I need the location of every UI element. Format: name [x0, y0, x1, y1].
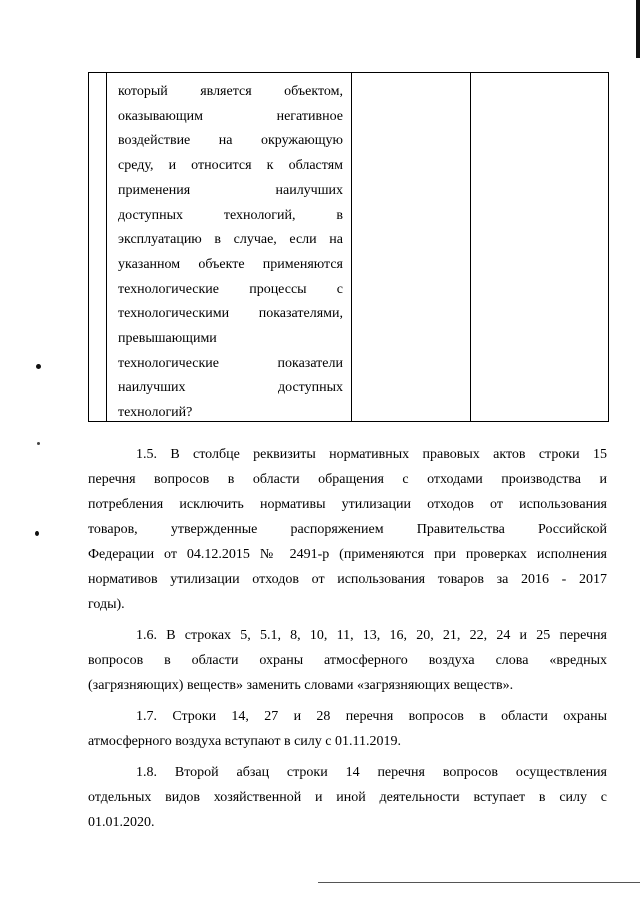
paragraph-line: 01.01.2020. [88, 815, 155, 830]
scan-dot-mark [36, 364, 41, 369]
paragraph-line: перечня вопросов в области обращения с отходами производства и [88, 472, 607, 487]
scan-dot-mark [37, 442, 40, 445]
paragraph-line: годы). [88, 597, 125, 612]
cell-line: воздействие на окружающую [118, 133, 343, 149]
table-column-divider [470, 73, 471, 421]
cell-line: доступных технологий, в [118, 207, 343, 223]
cell-line: превышающими [118, 331, 217, 347]
paragraph-line: 1.7. Строки 14, 27 и 28 перечня вопросов в области охраны [136, 709, 607, 724]
cell-line: технологические процессы с [118, 281, 343, 297]
paragraph-1-8 [88, 760, 607, 835]
paragraph-1-5 [88, 442, 607, 617]
checklist-table-fragment [88, 72, 609, 422]
paragraph-1-6 [88, 623, 607, 698]
table-column-divider [351, 73, 352, 421]
cell-line: эксплуатацию в случае, если на [118, 232, 343, 248]
cell-line: среду, и относится к областям [118, 158, 343, 174]
paragraph-1-7 [88, 704, 607, 754]
paragraph-line: атмосферного воздуха вступают в силу с 01.11.2019. [88, 734, 401, 749]
paragraph-line: (загрязняющих) веществ» заменить словами «загрязняющих веществ». [88, 678, 514, 693]
footer-rule [318, 882, 640, 883]
paragraph-line: 1.5. В столбце реквизиты нормативных правовых актов строки 15 [136, 447, 607, 462]
cell-line: который является объектом, [118, 84, 343, 99]
paragraph-line: отдельных видов хозяйственной и иной деятельности вступает в силу с [88, 790, 607, 805]
paragraph-line: 1.8. Второй абзац строки 14 перечня вопросов осуществления [136, 765, 607, 780]
document-body [88, 442, 607, 835]
cell-line: указанном объекте применяются [118, 256, 343, 272]
page-edge-mark [636, 0, 640, 58]
cell-line: технологические показатели [118, 355, 343, 371]
table-cell-question-text [118, 80, 343, 426]
cell-line: технологическими показателями, [118, 306, 343, 322]
paragraph-line: нормативов утилизации отходов от использования товаров за 2016 - 2017 [88, 572, 607, 587]
cell-line: оказывающим негативное [118, 108, 343, 124]
table-column-divider [106, 73, 107, 421]
paragraph-line: Федерации от 04.12.2015 № 2491-р (применяются при проверках исполнения [88, 547, 607, 562]
cell-line: применения наилучших [118, 182, 343, 198]
paragraph-line: товаров, утвержденные распоряжением Правительства Российской [88, 522, 607, 537]
paragraph-line: потребления исключить нормативы утилизации отходов от использования [88, 497, 607, 512]
paragraph-line: вопросов в области охраны атмосферного воздуха слова «вредных [88, 653, 607, 668]
paragraph-line: 1.6. В строках 5, 5.1, 8, 10, 11, 13, 16, 20, 21, 22, 24 и 25 перечня [136, 628, 607, 643]
cell-line: технологий? [118, 405, 193, 421]
cell-line: наилучших доступных [118, 380, 343, 396]
scan-dot-mark [35, 531, 39, 536]
